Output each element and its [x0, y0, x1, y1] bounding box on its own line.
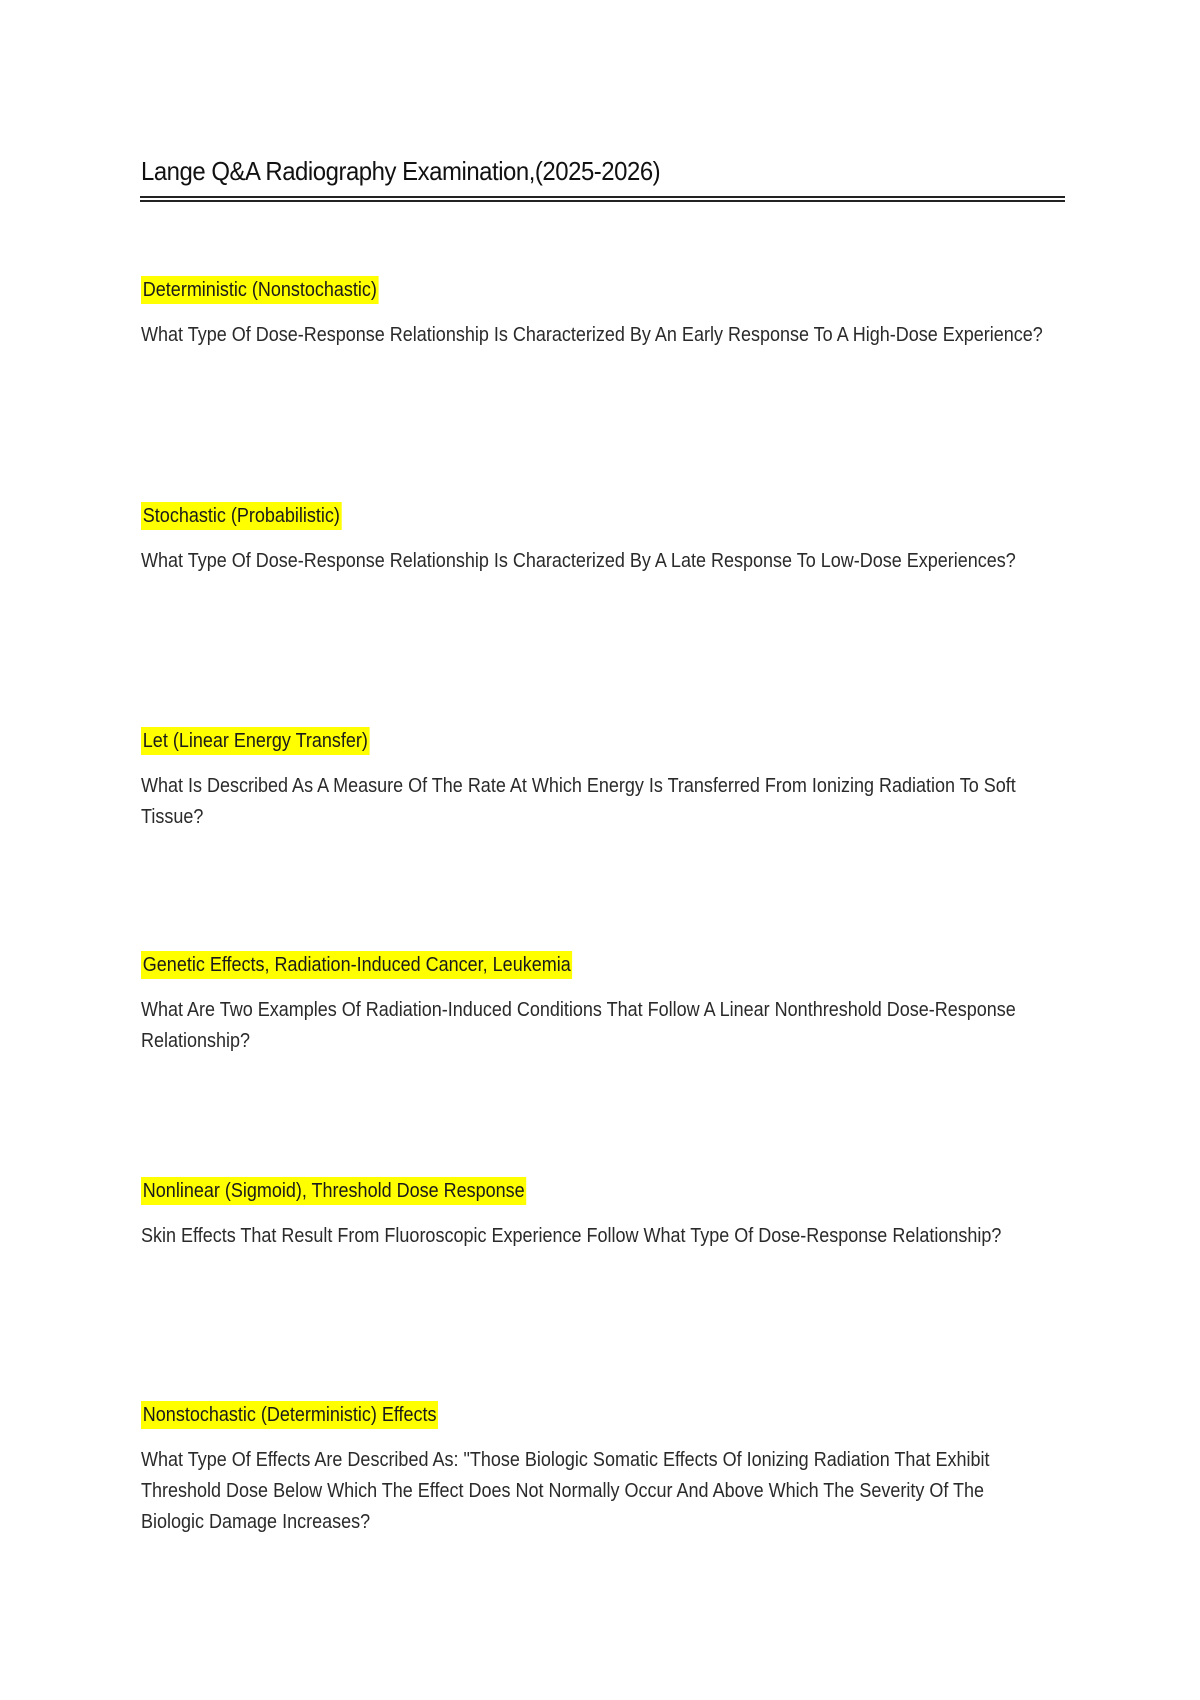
- question-text: What Type Of Dose-Response Relationship Is Characterized By An Early Response To A High-Dose Experience?: [141, 324, 1043, 346]
- qa-item-6: [141, 1401, 1061, 1538]
- title-divider: [140, 196, 1065, 202]
- answer-highlight: Nonlinear (Sigmoid), Threshold Dose Response: [141, 1177, 526, 1205]
- qa-item-2: [141, 502, 1061, 577]
- question-text: What Type Of Effects Are Described As: "Those Biologic Somatic Effects Of Ionizing Radiation That Exhibit Threshold Dose Below Which The Effect Does Not Normally Occur And Above Which The Severity Of The Biologic Damage Increases?: [141, 1449, 990, 1533]
- document-title: Lange Q&A Radiography Examination,(2025-2026): [141, 156, 661, 186]
- question-text: What Is Described As A Measure Of The Rate At Which Energy Is Transferred From Ionizing Radiation To Soft Tissue?: [141, 775, 1016, 828]
- answer-highlight: Deterministic (Nonstochastic): [141, 276, 379, 304]
- question-text: What Are Two Examples Of Radiation-Induced Conditions That Follow A Linear Nonthreshold Dose-Response Relationship?: [141, 999, 1016, 1052]
- answer-highlight: Nonstochastic (Deterministic) Effects: [141, 1401, 438, 1429]
- qa-item-5: [141, 1177, 1061, 1252]
- question-text: What Type Of Dose-Response Relationship Is Characterized By A Late Response To Low-Dose Experiences?: [141, 550, 1016, 572]
- question-text: Skin Effects That Result From Fluoroscopic Experience Follow What Type Of Dose-Response Relationship?: [141, 1225, 1002, 1247]
- qa-item-4: [141, 951, 1061, 1057]
- answer-highlight: Stochastic (Probabilistic): [141, 502, 342, 530]
- qa-item-1: [141, 276, 1061, 351]
- answer-highlight: Genetic Effects, Radiation-Induced Cancer, Leukemia: [141, 951, 573, 979]
- qa-item-3: [141, 727, 1061, 833]
- answer-highlight: Let (Linear Energy Transfer): [141, 727, 370, 755]
